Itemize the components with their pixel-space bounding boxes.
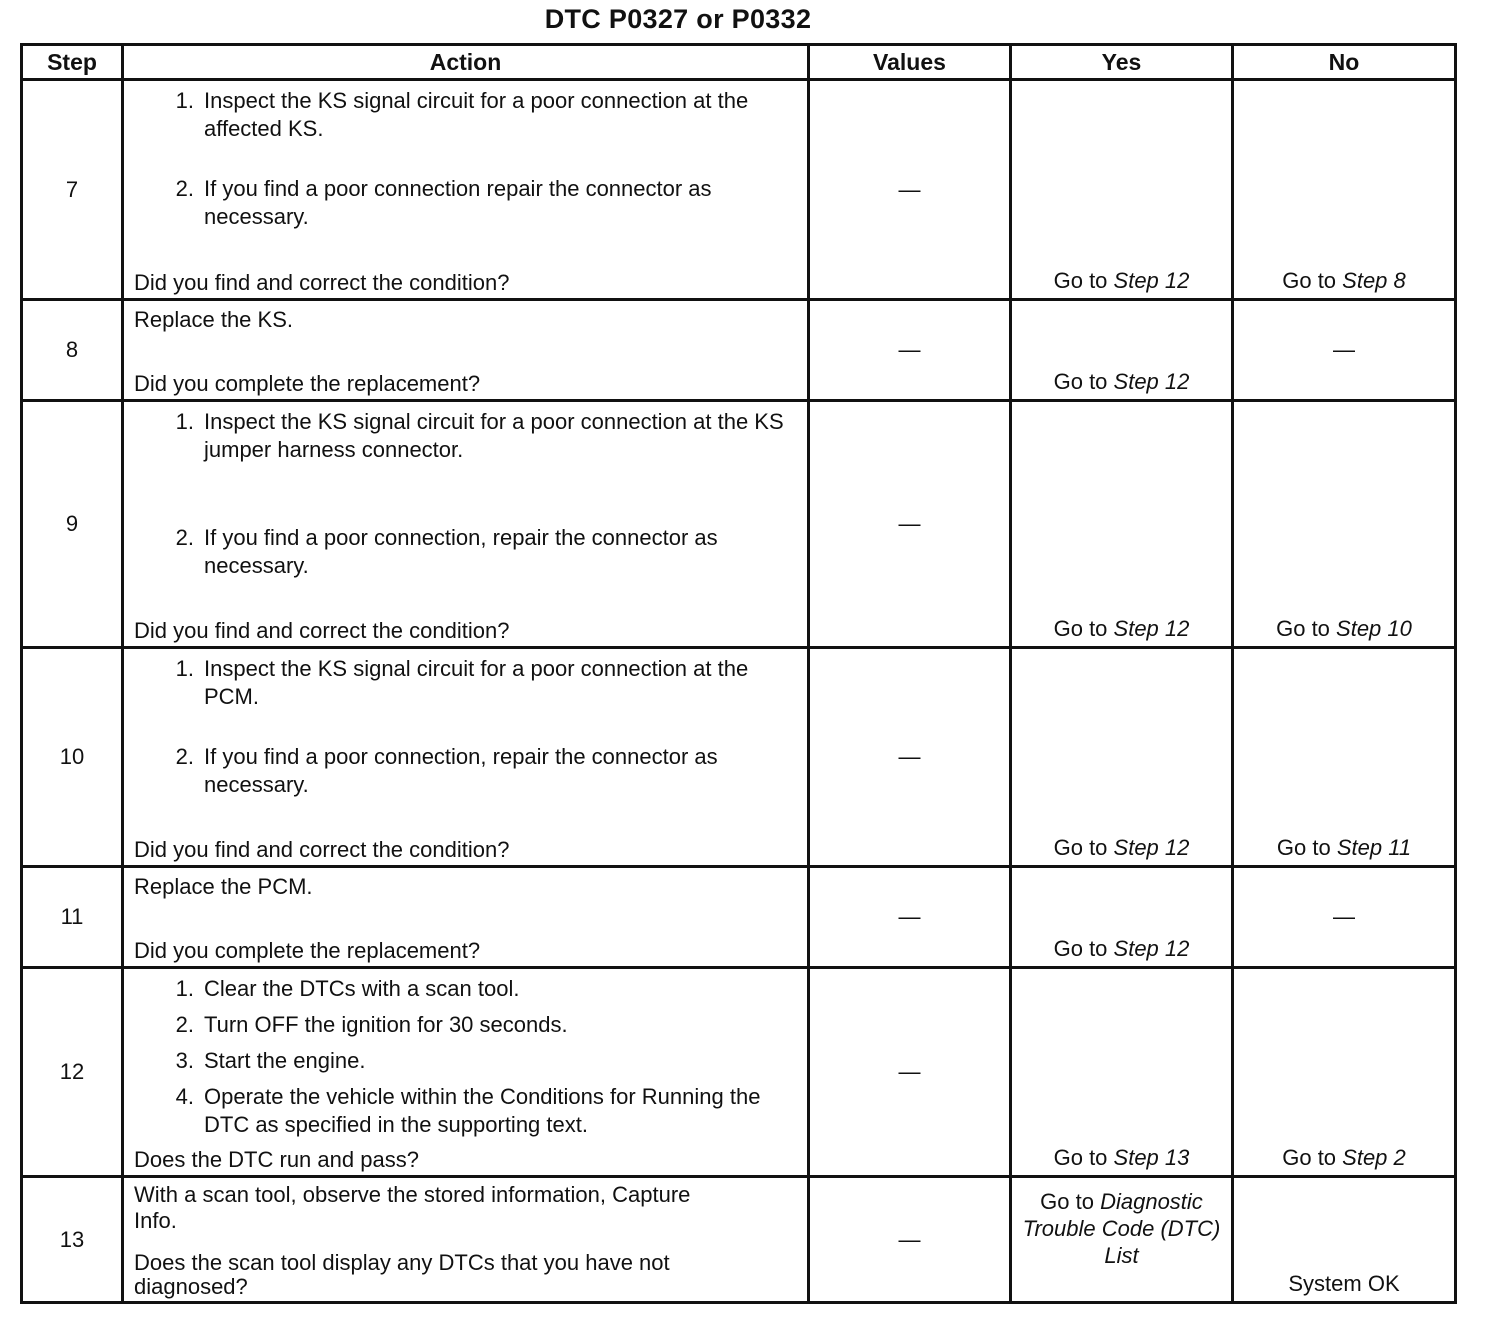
action-question: Does the scan tool display any DTCs that you have not diagnosed? (134, 1250, 670, 1299)
no-link[interactable]: Go to Step 11 (1276, 835, 1412, 860)
step-number: 13 (22, 1177, 123, 1303)
table-row (22, 80, 1456, 300)
page-title: DTC P0327 or P0332 (544, 4, 812, 34)
table-row (22, 648, 1456, 867)
yes-link[interactable]: Go to Step 12 (1053, 835, 1190, 860)
list-item: 1. Inspect the KS signal circuit for a poor connection at the KS jumper harness connector. (175, 409, 784, 462)
table-row (22, 968, 1456, 1177)
no-cell (1233, 1177, 1456, 1303)
action-cell (123, 80, 809, 300)
action-question: Does the DTC run and pass? (134, 1147, 419, 1172)
yes-cell (1011, 300, 1233, 401)
no-cell (1233, 968, 1456, 1177)
values-cell: — (809, 968, 1011, 1177)
table-row (22, 867, 1456, 968)
yes-cell (1011, 401, 1233, 648)
action-question: Did you complete the replacement? (134, 938, 481, 963)
step-number: 9 (22, 401, 123, 648)
action-cell (123, 1177, 809, 1303)
header-values: Values (809, 45, 1011, 80)
list-item: 2. If you find a poor connection repair the connector as necessary. (175, 176, 712, 229)
values-cell: — (809, 401, 1011, 648)
table-row (22, 401, 1456, 648)
action-question: Did you complete the replacement? (134, 371, 481, 396)
yes-cell (1011, 1177, 1233, 1303)
action-list (134, 655, 799, 799)
list-item: 4. Operate the vehicle within the Conditions for Running the DTC as specified in the supporting text. (175, 1084, 761, 1137)
table-row (22, 1177, 1456, 1303)
no-link[interactable]: Go to Step 2 (1282, 1145, 1406, 1170)
yes-cell (1011, 648, 1233, 867)
no-cell (1233, 648, 1456, 867)
values-cell: — (809, 300, 1011, 401)
action-cell (123, 648, 809, 867)
yes-cell (1011, 867, 1233, 968)
no-cell (1233, 401, 1456, 648)
no-result: System OK (1288, 1271, 1400, 1296)
no-link[interactable]: Go to Step 10 (1276, 616, 1412, 641)
action-cell (123, 300, 809, 401)
action-question: Did you find and correct the condition? (134, 618, 510, 643)
list-item: 1. Clear the DTCs with a scan tool. (175, 976, 520, 1001)
action-list (134, 87, 799, 231)
action-question: Did you find and correct the condition? (134, 270, 510, 295)
yes-link[interactable]: Go to Step 12 (1053, 616, 1190, 641)
action-question: Did you find and correct the condition? (134, 837, 510, 862)
no-cell: — (1233, 867, 1456, 968)
action-cell (123, 401, 809, 648)
list-item: 2. Turn OFF the ignition for 30 seconds. (175, 1012, 568, 1037)
action-list (134, 408, 799, 580)
values-cell: — (809, 648, 1011, 867)
header-action: Action (123, 45, 809, 80)
list-item: 2. If you find a poor connection, repair the connector as necessary. (175, 744, 718, 797)
yes-link[interactable]: Go to Step 12 (1053, 268, 1190, 293)
list-item: 1. Inspect the KS signal circuit for a poor connection at the affected KS. (175, 88, 749, 141)
yes-cell (1011, 80, 1233, 300)
values-cell: — (809, 867, 1011, 968)
step-number: 8 (22, 300, 123, 401)
action-text: Replace the KS. (134, 307, 293, 332)
step-number: 12 (22, 968, 123, 1177)
action-list (134, 975, 799, 1139)
action-cell (123, 867, 809, 968)
action-cell (123, 968, 809, 1177)
header-step: Step (22, 45, 123, 80)
no-link[interactable]: Go to Step 8 (1282, 268, 1406, 293)
step-number: 10 (22, 648, 123, 867)
action-text: With a scan tool, observe the stored information, Capture Info. (134, 1182, 691, 1233)
values-cell: — (809, 80, 1011, 300)
yes-link[interactable]: Go to Step 13 (1053, 1145, 1190, 1170)
no-cell (1233, 80, 1456, 300)
diagnostic-table (20, 43, 1457, 1304)
yes-cell (1011, 968, 1233, 1177)
table-row (22, 300, 1456, 401)
header-yes: Yes (1011, 45, 1233, 80)
yes-link[interactable]: Go to Diagnostic Trouble Code (DTC) List (1022, 1189, 1221, 1268)
values-cell: — (809, 1177, 1011, 1303)
list-item: 1. Inspect the KS signal circuit for a poor connection at the PCM. (175, 656, 749, 709)
step-number: 7 (22, 80, 123, 300)
step-number: 11 (22, 867, 123, 968)
action-text: Replace the PCM. (134, 874, 313, 899)
header-no: No (1233, 45, 1456, 80)
no-cell: — (1233, 300, 1456, 401)
list-item: 2. If you find a poor connection, repair the connector as necessary. (175, 525, 718, 578)
yes-link[interactable]: Go to Step 12 (1053, 936, 1190, 961)
header-row (22, 45, 1456, 80)
yes-link[interactable]: Go to Step 12 (1053, 369, 1190, 394)
list-item: 3. Start the engine. (175, 1048, 366, 1073)
